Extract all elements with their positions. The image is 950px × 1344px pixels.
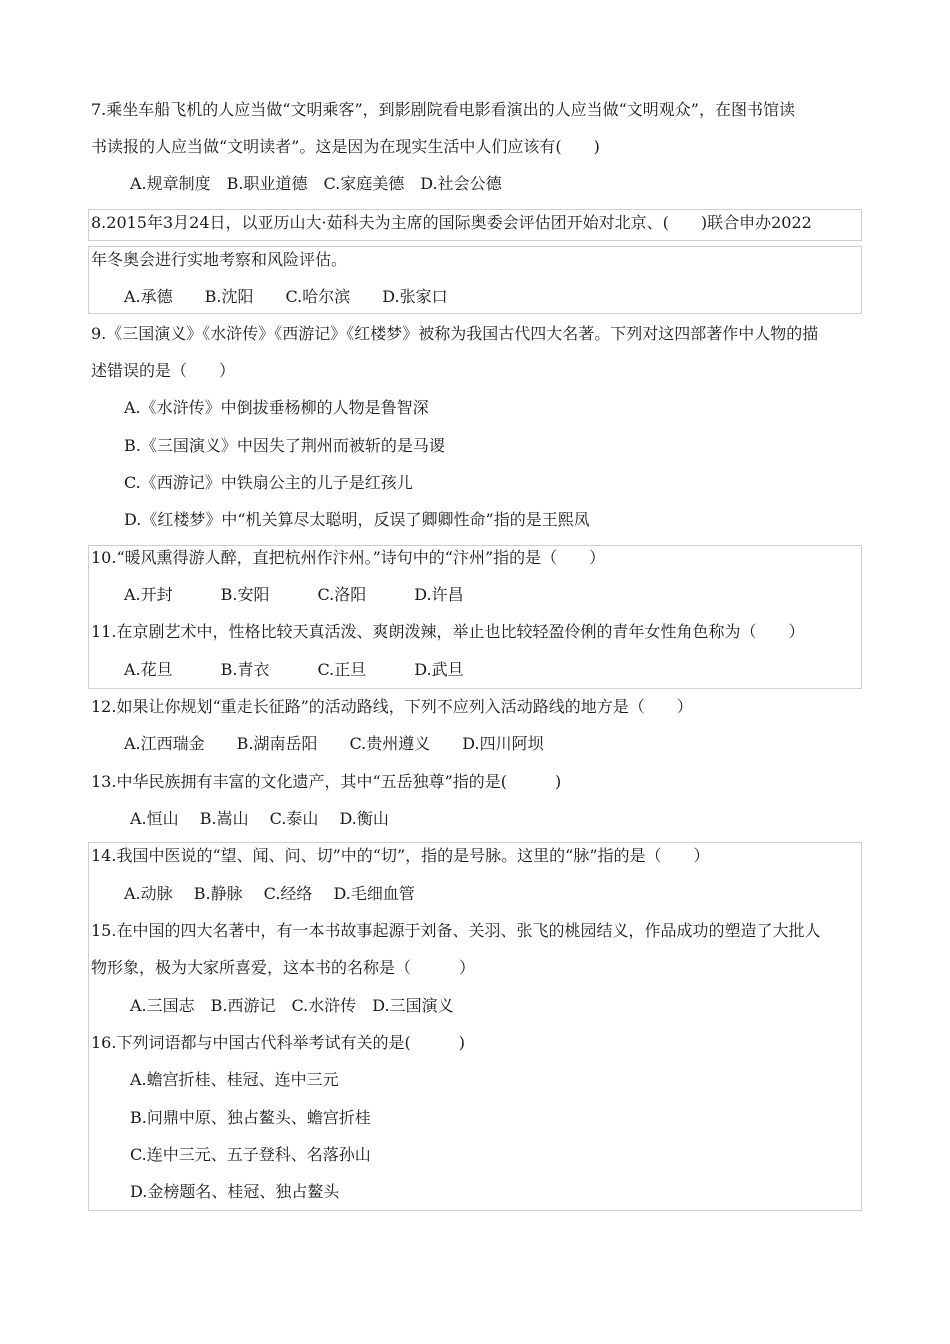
q11-options: A.花旦 B.青衣 C.正旦 D.武旦 xyxy=(124,660,464,679)
q12-stem: 12.如果让你规划“重走长征路”的活动路线，下列不应列入活动路线的地方是（ ） xyxy=(91,697,693,716)
q16-option-d: D.金榜题名、桂冠、独占鳌头 xyxy=(130,1182,340,1201)
q15-stem-line1: 15.在中国的四大名著中，有一本书故事起源于刘备、关羽、张飞的桃园结义，作品成功的塑造了大批人 xyxy=(91,921,821,940)
q15-stem-line2: 物形象，极为大家所喜爱，这本书的名称是（ ） xyxy=(91,958,476,977)
q16-option-b: B.问鼎中原、独占鳌头、蟾宫折桂 xyxy=(130,1108,371,1127)
q9-stem-line1: 9.《三国演义》《水浒传》《西游记》《红楼梦》被称为我国古代四大名著。下列对这四部著作中人物的描 xyxy=(91,324,819,343)
q16-option-a: A.蟾宫折桂、桂冠、连中三元 xyxy=(130,1070,339,1089)
q9-option-c: C.《西游记》中铁扇公主的儿子是红孩儿 xyxy=(124,473,413,492)
q9-option-d: D.《红楼梦》中“机关算尽太聪明，反误了卿卿性命”指的是王熙凤 xyxy=(124,510,590,529)
q7-options: A.规章制度 B.职业道德 C.家庭美德 D.社会公德 xyxy=(130,174,502,193)
q16-option-c: C.连中三元、五子登科、名落孙山 xyxy=(130,1145,371,1164)
q7-stem-line1: 7.乘坐车船飞机的人应当做“文明乘客”，到影剧院看电影看演出的人应当做“文明观众”，在图书馆读 xyxy=(91,100,795,119)
q8-stem-line1: 8.2015年3月24日，以亚历山大·茹科夫为主席的国际奥委会评估团开始对北京、( )联合申办2022 xyxy=(91,213,812,232)
q8-options: A.承德 B.沈阳 C.哈尔滨 D.张家口 xyxy=(124,287,448,306)
q15-options: A.三国志 B.西游记 C.水浒传 D.三国演义 xyxy=(130,996,454,1015)
q16-stem: 16.下列词语都与中国古代科举考试有关的是( ) xyxy=(91,1033,465,1052)
q9-option-b: B.《三国演义》中因失了荆州而被斩的是马谡 xyxy=(124,436,445,455)
q14-stem: 14.我国中医说的“望、闻、问、切”中的“切”，指的是号脉。这里的“脉”指的是（ ） xyxy=(91,846,710,865)
q14-options: A.动脉 B.静脉 C.经络 D.毛细血管 xyxy=(124,884,415,903)
q7-stem-line2: 书读报的人应当做“文明读者”。这是因为在现实生活中人们应该有( ) xyxy=(91,137,600,156)
q12-options: A.江西瑞金 B.湖南岳阳 C.贵州遵义 D.四川阿坝 xyxy=(124,734,544,753)
q13-stem: 13.中华民族拥有丰富的文化遗产，其中“五岳独尊”指的是( ) xyxy=(91,772,562,791)
q10-stem: 10.“暖风熏得游人醉，直把杭州作汴州。”诗句中的“汴州”指的是（ ） xyxy=(91,548,606,567)
q9-stem-line2: 述错误的是（ ） xyxy=(91,361,236,380)
q10-options: A.开封 B.安阳 C.洛阳 D.许昌 xyxy=(124,585,464,604)
q8-stem-line2: 年冬奥会进行实地考察和风险评估。 xyxy=(91,250,348,269)
q9-option-a: A.《水浒传》中倒拔垂杨柳的人物是鲁智深 xyxy=(124,398,429,417)
q13-options: A.恒山 B.嵩山 C.泰山 D.衡山 xyxy=(130,809,389,828)
q11-stem: 11.在京剧艺术中，性格比较天真活泼、爽朗泼辣，举止也比较轻盈伶俐的青年女性角色称为（ ） xyxy=(91,622,805,641)
